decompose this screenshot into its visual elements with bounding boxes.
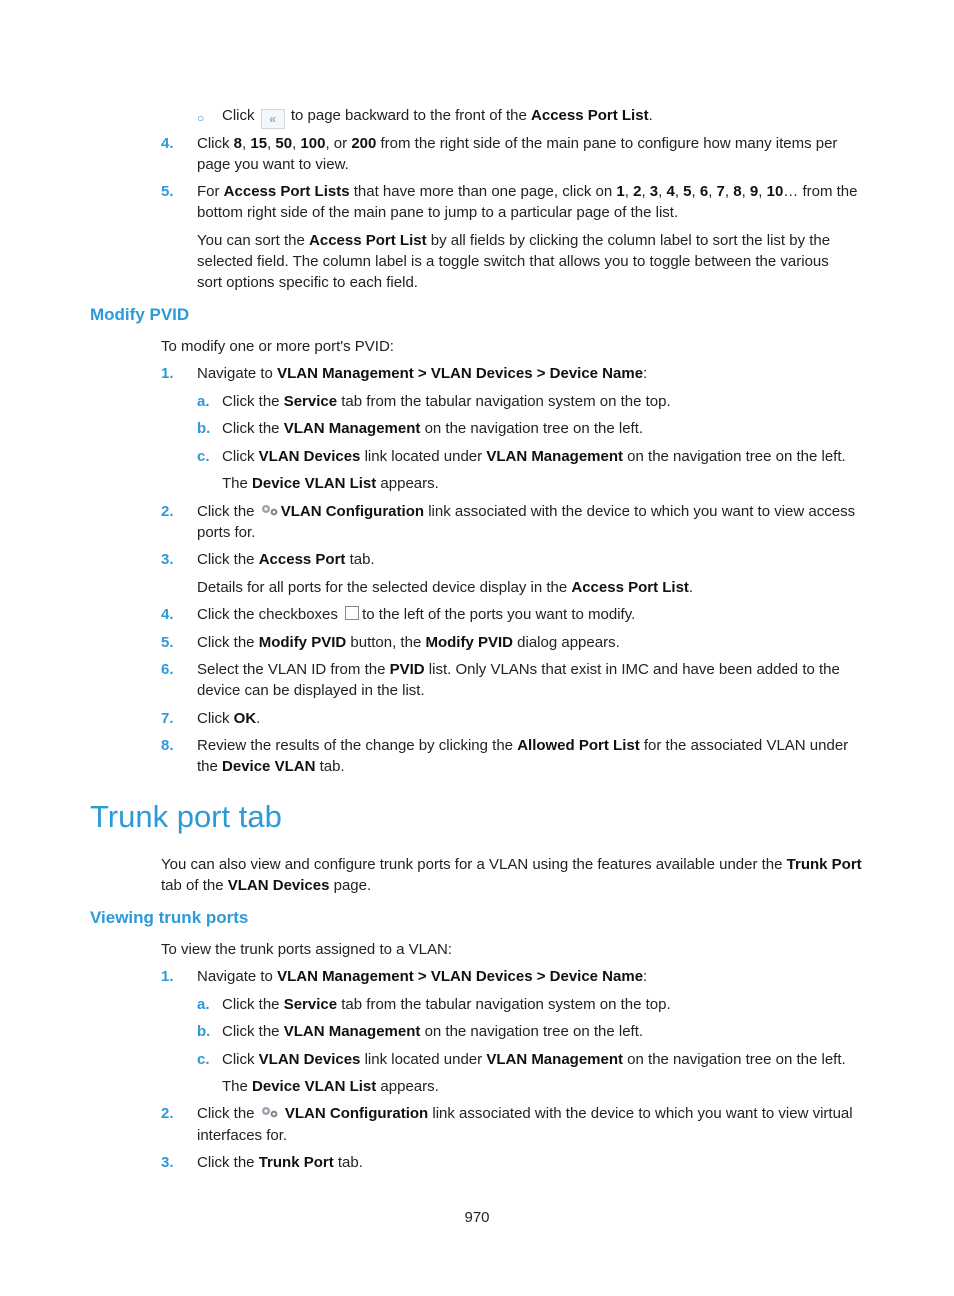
substep-label: b. [197,1023,211,1040]
sort-note-line-1: You can sort the Access Port List by all fields by clicking the column label to sort the list by the [197,232,831,249]
intro-text: To modify one or more port's PVID: [161,338,394,355]
checkbox-icon[interactable] [345,606,359,620]
step-checkboxes: Click the checkboxes to the left of the ports you want to modify. [197,606,636,623]
substep-c-note: The Device VLAN List appears. [222,1078,439,1095]
step-select-vlan-line-2: device can be displayed in the list. [197,682,425,699]
chapter-title-trunk-port-tab: Trunk port tab [90,799,282,834]
step-select-vlan: Select the VLAN ID from the PVID list. Only VLANs that exist in IMC and have been added to the [197,661,840,678]
step-4-line-2: page you want to view. [197,156,349,173]
step-number: 2. [161,503,174,520]
step-number: 3. [161,1154,174,1171]
trunk-intro-line-2: tab of the VLAN Devices page. [161,877,372,894]
step-vlan-config: Click the VLAN Configuration link associated with the device to which you want to view virtual [197,1105,853,1122]
substep-label: c. [197,448,210,465]
substep-label: b. [197,420,211,437]
step-click-ok: Click OK. [197,710,261,727]
substep-c: Click VLAN Devices link located under VLAN Management on the navigation tree on the left. [222,1051,846,1068]
sub-bullet-circle: ○ [197,111,205,125]
step-review: Review the results of the change by clicking the Allowed Port List for the associated VLAN under [197,737,849,754]
step-vlan-config-line-2: ports for. [197,524,256,541]
step-vlan-config: Click the VLAN Configuration link associated with the device to which you want to view access [197,503,856,520]
step-4-line-1: Click 8, 15, 50, 100, or 200 from the right side of the main pane to configure how many items per [197,135,838,152]
substep-a: Click the Service tab from the tabular navigation system on the top. [222,996,671,1013]
step-access-port-note: Details for all ports for the selected device display in the Access Port List. [197,579,694,596]
section-heading-viewing-trunk-ports: Viewing trunk ports [90,908,249,927]
intro-text: To view the trunk ports assigned to a VLAN: [161,941,452,958]
step-number: 6. [161,661,174,678]
substep-label: a. [197,996,210,1013]
step-number: 7. [161,710,174,727]
step-number: 8. [161,737,174,754]
step-access-port-tab: Click the Access Port tab. [197,551,375,568]
step-review-line-2: the Device VLAN tab. [197,758,345,775]
substep-label: c. [197,1051,210,1068]
sort-note-line-2: selected field. The column label is a toggle switch that allows you to toggle between the various [197,253,829,270]
substep-b: Click the VLAN Management on the navigation tree on the left. [222,420,644,437]
sort-note-line-3: sort options specific to each field. [197,274,418,291]
section-heading-modify-pvid: Modify PVID [90,305,190,324]
gears-icon [260,1105,280,1119]
substep-label: a. [197,393,210,410]
step-number: 1. [161,968,174,985]
step-navigate: Navigate to VLAN Management > VLAN Devices > Device Name: [197,968,648,985]
gears-icon [260,503,280,517]
step-page-backward: Click « to page backward to the front of the Access Port List. [222,105,653,129]
substep-c-note: The Device VLAN List appears. [222,475,439,492]
step-number: 2. [161,1105,174,1122]
step-5-line-2: bottom right side of the main pane to jump to a particular page of the list. [197,204,679,221]
step-number: 5. [161,634,174,651]
step-number: 5. [161,183,174,200]
substep-b: Click the VLAN Management on the navigation tree on the left. [222,1023,644,1040]
step-trunk-port-tab: Click the Trunk Port tab. [197,1154,363,1171]
page-backward-icon[interactable]: « [261,109,285,129]
page-number: 970 [464,1209,490,1226]
trunk-intro-line-1: You can also view and configure trunk ports for a VLAN using the features available under the Trunk Port [161,856,862,873]
step-number: 4. [161,135,174,152]
step-navigate: Navigate to VLAN Management > VLAN Devices > Device Name: [197,365,648,382]
step-number: 4. [161,606,174,623]
substep-c: Click VLAN Devices link located under VLAN Management on the navigation tree on the left. [222,448,846,465]
step-vlan-config-line-2: interfaces for. [197,1127,288,1144]
step-modify-pvid-button: Click the Modify PVID button, the Modify PVID dialog appears. [197,634,620,651]
step-5-line-1: For Access Port Lists that have more than one page, click on 1, 2, 3, 4, 5, 6, 7, 8, 9, 10… from the [197,183,858,200]
step-number: 1. [161,365,174,382]
substep-a: Click the Service tab from the tabular navigation system on the top. [222,393,671,410]
step-number: 3. [161,551,174,568]
